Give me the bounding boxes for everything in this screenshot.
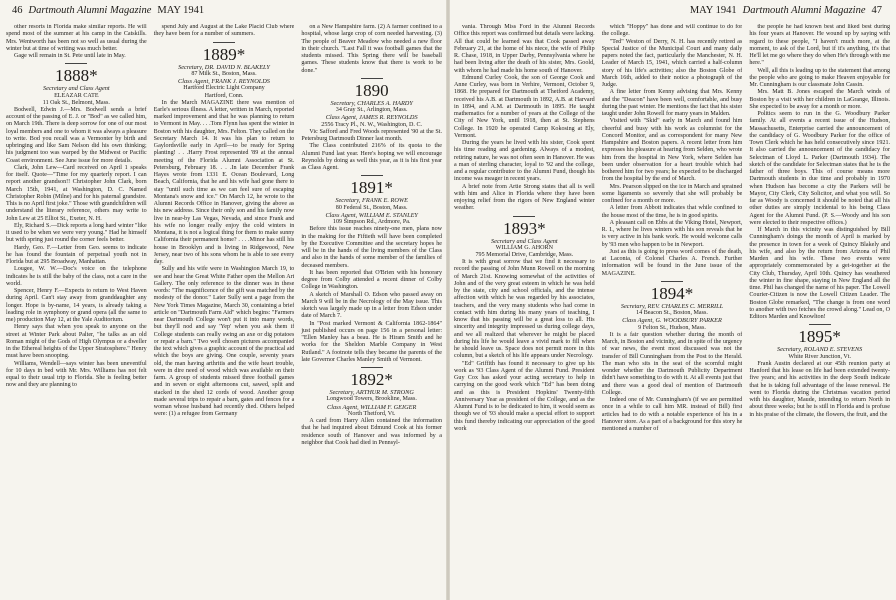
address-line: Hartford Electric Light Company [183, 85, 265, 92]
class-officer-line: Class Agent, JAMES R. REYNOLDS [325, 114, 418, 122]
paragraph: A sketch of Marshall O. Edson who passed away on March 9 will be in the Necrology of the May issue. This sketch was largely made up in a letter from Edson under date of March 7. [301, 291, 443, 320]
paragraph: Sully and his wife were in Washington March 19, to see and hear the Great White Father open the Mellon Art Gallery. The only reference to the dinner was in these words: "The magnificence of the gift was matched by the modesty of the donor." Later Sully sent a page from the New York Times Magazine, March 30, containing a brief article on "Dartmouth Farm Aid" which begins: "Farmers near Dartmouth College won't put it into many words, but they'll nod and say 'Yep' when you ask them if College students can really swing an axe or dig potatoes or repair a barn." Two well chosen pictures accompanied the text which gives a graphic account of the practical aid which the boys are giving. One couple, seventy years old, the man having arthritis and the wife heart trouble, were in dire need of wood which was available on their farm. A group of students missed three football games and in seven or eight afternoons cut, sawed, split and stacked in the shed 12 cords of wood. Another group made several trips to repair a barn, gates and fences for a woman whose husband had recently died. Others helped were: (1) a refugee from Germany [153, 266, 295, 418]
right-page [448, 0, 896, 600]
class-year-heading: 1890 [354, 80, 389, 100]
paragraph: Spencer, Henry F.—Expects to return to West Haven during April. Can't stay away from granddaughter any longer. Hope is by-name, 14 years, is already taking a leading role in symphony or grand opera (all the same to me) production May 12, at the Yale Auditorium. [6, 288, 147, 324]
paragraph: During the years he lived with his sister, Cook spent his time reading and gardening. Always of a modest, retiring nature, he was not often seen in Hanover. He was a man of sterling character, loyal to '92 and the college, and a regular contributor to the Alumni Fund, though his income was meager in recent years. [454, 140, 595, 183]
divider [213, 42, 235, 43]
paragraph: Well, all this is leading up to the statement that among the people who are going to make Heaven enjoyable for Mr. Cunningham is our classmate John Cassin. [749, 67, 891, 88]
divider [809, 324, 831, 325]
divider [361, 78, 383, 79]
address-line: WILLIAM G. AHORN [495, 244, 554, 251]
address-line: 109 Simpson Rd., Ardmore, Pa. [332, 219, 411, 226]
paragraph: A fine letter from Kenny advising that Mrs. Kenny and the "Deacon" have been well, comfortable, and busy during the past winter. He mentions the fact that his sister taught under John Rowell for many years in Malden. [601, 89, 743, 117]
paragraph: the people he had known best and liked best during his four years at Hanover. He wound up by saying with regard to these people, "I haven't much more, at the moment, to ask of the Lord, but if it's anything, it's that He'll let me go where they do when He's through with me here." [749, 24, 891, 67]
address-line: ELEAZAR CATE [54, 92, 99, 99]
paragraph: Just as this is going to press word comes of the death, at Laconia, of Colonel Charles A. French. Further information will be found in the June issue of the MAGAZINE. [601, 248, 743, 277]
paragraph: on a New Hampshire farm. (2) A farmer confined to a hospital, whose large crop of corn needed harvesting. (3) The people of Beaver Meadow who needed a new floor in their church. "Last Fall it was football games that the students missed. This Spring there will be baseball games. These students know that there is work to be done." [301, 24, 443, 74]
paragraph: Vic Safford and Fred Woods represented '90 at the St. Petersburg Dartmouth Dinner last month. [301, 128, 443, 142]
paragraph: "Ted" Weston of Derry, N. H. has recently retired as Special Justice of the Municipal Court and many daily papers noted the fact, particularly the Manchester, N. H. Leader of March 15, 1941, which carried a half-column story of his life's activities; also the Boston Globe of March 16th, added to their notice a photograph of the Judge. [601, 38, 743, 88]
address-line: 9 Felton St., Hudson, Mass. [638, 324, 706, 331]
running-head [684, 5, 888, 16]
paragraph: In the March MAGAZINE there was mention of Earle's serious illness. A letter, written in March, reported marked improvement and that he was planning to return to Vermont in May. . . .Tom Flynn has spent the winter in Boston with his daughter, Mrs. Felton. They called on the Secretary March 14. It was his plan to return to Gaylordsville early in April—to be ready for Spring planting! . . .Harry Frost represented '89 at the annual meeting of the Florida Alumni Association at St. Petersburg, February 18. . . .In late December Frank Hayes wrote from 1331 E. Ocean Boulevard, Long Beach, California, that he and his wife had gone there to stay "until such time as we can feel sure of escaping Montana's snow and ice." On March 12, he wrote to the Alumni Records Office in Hanover, giving the above as his new address. Since their only son and his family now live in near-by Las Vegas, Nevada, and since Frank and his wife no longer really enjoy the cold winters in Montana, it is not a logical thing for them to make sunny California their permanent home? . . . .Minor has still his house in Brooklyn and is living in Ridgewood, New Jersey, near two of his sons whom he is able to see every day. [153, 99, 295, 266]
page-number: 46 [12, 5, 23, 16]
paragraph: Edmund Curley Cook, the son of George Cook and Anne Curley, was born in Verhire, Vermont, October 9, 1868. He prepared for Dartmouth at Thetford Academy, received his A.B. at Dartmouth in 1892, A.B. at Harvard in 1894, and A.M. at Dartmouth in 1895. He taught mathematics for a number of years at the College of the City of New York, until 1918, then at St. Stephens College. In 1920 he operated Camp Kokosing at Ely, Vermont. [454, 74, 595, 139]
class-officer-line: Secretary, ARTHUR M. STRONG [329, 389, 414, 396]
issue-date: MAY 1941 [157, 5, 205, 16]
paragraph: A pleasant call on Ebbs at the Viking Hotel, Newport, R. I., where he lives winters with his son reveals that he is very active in his bank work. He would welcome calls by '93 men who happen to be in Newport. [601, 219, 743, 248]
address-line: Longwood Towers, Brookline, Mass. [326, 396, 417, 403]
class-year-heading: 1894* [650, 283, 694, 303]
journal-title: Dartmouth Alumni Magazine [742, 5, 866, 16]
divider [65, 63, 87, 64]
address-line: 80 Federal St., Boston, Mass. [335, 204, 408, 211]
paragraph: It has been reported that O'Brien with his honorary degree from Colby attended a recent dinner of Colby College in Washington. [301, 269, 443, 291]
divider [361, 367, 383, 368]
paragraph: Visited with "Skid" early in March and found him cheerful and busy with his work as columnist for the Concord Monitor, and as correspondent for many New Hampshire and Boston papers. A recent letter from him expresses his pleasure at hearing from Selden, who wrote him from the hospital in New York, where Selden has been under observation for a heart trouble which had bothered him for two years; he expected to be discharged from the hospital by the end of March. [601, 118, 743, 183]
paragraph: Politics seem to run in the G. Woodbury Parker family. At all events a recent issue of the Hudson, Massachusetts, Enterprise carried the announcement of the candidacy of G. Woodbury Parker for the office of Town Clerk which he has held consecutively since 1921. It also carried the announcement of the candidacy for Selectman of Lloyd L. Parker (Dartmouth 1934). The sketch of the candidate for Selectman states that he is the father of three boys. This of course means more Dartmouth students in due time and probably in 1970 when Hudson has become a city the Parkers will be Mayor, City Clerk, City Solicitor, and what you will. So far as Woody is concerned it should be noted that all his other duties are simply incidental to his being Class Agent for the Alumni Fund. (P. S.—Woody and his son were elected to their respective offices.) [749, 111, 891, 226]
address-line: 34 Gray St., Arlington, Mass. [335, 107, 408, 114]
issue-date: MAY 1941 [689, 5, 737, 16]
class-officer-line: Secretary, DR. DAVID N. BLAKELY [178, 63, 270, 71]
class-officer-line: Secretary, REV. CHARLES C. MERRILL [620, 302, 724, 310]
paragraph: "Ed" Griffith has found it necessary to give up his work as '93 Class Agent of the Alumni Fund. President Guy Cox has asked your acting secretary to help in carrying on the good work which "Ed" has been doing and as this is President Hopkins' Twenty-fifth Anniversary Year as president of the College, and as the Alumni Fund is to be dedicated to him, it would seem as though we of '93 should make a special effort to support this fund thereby indicating our appreciation of the good work [454, 360, 595, 432]
divider [513, 216, 535, 217]
paragraph: Hardy, Geo. F.—Letter from Geo. seems to indicate he has found the fountain of perpetual youth not in Florida but at 295 Broadway, Manhattan. [6, 244, 147, 266]
paragraph: Williams, Wendell—says winter has been uneventful for 10 days in bed with Mr. Mrs. Williams has not felt equal to their usual trip to Florida. She is feeling better now and they are planning to [6, 360, 147, 389]
divider [361, 175, 383, 176]
column-1 [6, 24, 147, 598]
paragraph: other resorts in Florida make similar reports. He will spend most of the summer at his camp in the Catskills. Mrs. Wentworth has been not so well as usual during the winter but at time of writing was much better. [6, 24, 147, 52]
class-year-heading: 1892* [350, 370, 393, 389]
paragraph: In "Post marked Vermont & California 1862-1864" just published occurs on page 156 in a personal letter: "Ellen Manley has a beau. He is Hiram Smith and he works for the Sheldon Marble Company in West Rutland." A footnote tells they became the parents of the late Governor Charles Manley Smith of Vermont. [301, 320, 443, 363]
column-1 [454, 24, 595, 598]
column-2 [154, 24, 295, 598]
paragraph: It is with great sorrow that we find it necessary to record the passing of John Munn Rowell on the morning of March 21st. Knowing somewhat of the activities of John and of the very great esteem in which he was held by the state, city and school officials, and the intense affection with which he was regarded by his associates, teachers, and the very many students who had come in contact with him during his many years of teaching, I know that his passing will be a great loss to all. His sincerity and integrity impressed us during college days, and we all realized that wherever he might be placed during his life he would leave a vivid mark to fill when he should leave us. Space does not permit more in this column, but a sketch of his life appears under Necrology. [454, 259, 595, 360]
class-year-heading: 1891* [350, 178, 393, 198]
class-officer-line: Secretary, FRANK E. ROWE [335, 197, 409, 205]
paragraph: The Class contributed 216% of its quota to the Alumni Fund last year. Here's hoping we will encourage Reynolds by doing as well this year, as it is his first year as Class Agent. [301, 143, 443, 171]
paragraph: Mrs. Pearson slipped on the ice in March and sprained some ligaments so severely that she will probably be confined for a month or more. [601, 183, 743, 204]
column-2 [602, 24, 743, 598]
address-line: 2556 Tracy Pl., N. W., Washington, D. C. [321, 121, 423, 128]
class-year-heading: 1888* [55, 66, 98, 86]
class-officer-line: Class Agent, WILLIAM E. STANLEY [325, 211, 418, 219]
journal-title: Dartmouth Alumni Magazine [28, 5, 152, 16]
paragraph: Before this issue reaches ninety-one men, plans now in the making for the Fiftieth will have been completed by the Executive Committee and the secretary hopes he will be in the hands of the living members of the Class and also in the hands of some member of the families of deceased members. [301, 226, 443, 269]
class-year-heading: 1893* [503, 218, 546, 238]
class-officer-line: Class Agent, G. WOODBURY PARKER [622, 317, 722, 325]
text-columns [6, 24, 442, 598]
paragraph: Bodwell, Edwin J.—Mrs. Bodwell sends a brief account of the passing of E. J. or "Bod" as we called him, on March 19th. There is deep sorrow for one of our most loyal members and one to whom it was always a pleasure to write. Bod you recall was a Vermonter by birth and upbringing and like Sam Nelson did his own thinking; his judgment too was warped by the Midwest or Pacific Coast environment. See June issue for more details. [6, 106, 147, 164]
paragraph: Henry says that when you speak to anyone on the street at Winter Park about Palter, "he talks as an old Roman might of the Gods of High Olympus or a dweller in the Ethereal heights of the Upper Stratosphere." Henry must have been snooping. [6, 324, 147, 360]
class-officer-line: Secretary, CHARLES A. HARDY [330, 99, 413, 107]
class-officer-line: Secretary and Class Agent [491, 237, 558, 245]
paragraph: A card from Harry Allen contained the information that he had inquired about Edmund Cook at his former residence south of Hanover and was informed by a neighbor that Cook had died in Pennsyl- [301, 418, 443, 446]
page-number: 47 [871, 5, 882, 16]
address-line: 14 Beacon St., Boston, Mass. [636, 310, 708, 317]
paragraph: If March in this vicinity was distinguished by Bill Cunningham's doings the month of April is marked by the presence in town for a week of Quincy Blakely and his wife, and also by the return from Arizona of Phil Marden and his wife. These two events were appropriately commemorated by a get-together at the City Club, Thursday, April 10th. Quincy has weathered the winter in fine shape, staying in New England all the time. Phil has changed the name of his paper. The Lowell Courier-Citizen is now the Lowell Citizen Leader. The Boston Globe remarked, "The change is from one word to another with two fetches the crowd along." Lead on, O Editors Marden and Knowlton! [749, 227, 891, 320]
paragraph: Lougee, W. W.—Doc's voice on the telephone indicates he is still the baby of the class, not a care in the world. [6, 266, 147, 287]
paragraph: A letter from Abbott indicates that while confined to the house most of the time, he is in good spirits. [601, 205, 743, 219]
paragraph: It is a fair question whether during the month of March, in Boston and vicinity, and in spite of the urgency of war news, the event most discussed was not the transfer of Bill Cunningham from the Post to the Herald. The man who sits in the seat of the scornful might wonder whether the Dartmouth Publicity Department didn't have something to do with it. At all events just that and there was a good deal of mention of Dartmouth College. [601, 331, 743, 396]
class-year-heading: 1889* [202, 44, 246, 64]
paragraph: Ely, Richard S.—Dick reports a long hard winter "like it used to be when we were very young." Had he himself but with spring just round the corner feels better. [6, 222, 147, 244]
address-line: White River Junction, Vt. [788, 353, 852, 360]
text-columns [454, 24, 890, 598]
paragraph: which "Hoppy" has done and will continue to do for the college. [601, 24, 743, 38]
address-line: 795 Memorial Drive, Cambridge, Mass. [475, 252, 574, 258]
column-3 [749, 24, 890, 598]
running-head [6, 5, 210, 16]
paragraph: Indeed one of Mr. Cunningham's (if we are permitted once in a while to call him MR. instead of Bill) first articles had to do with a notable experience of his in a Hanover store. As a part of a background for this story he mentioned a number of [601, 397, 743, 432]
paragraph: Mrs. Matt B. Jones escaped the March winds of Boston by a visit with her children in LaGrange, Illinois. She expected to be away for a month or more. [749, 89, 891, 110]
divider [661, 281, 683, 282]
paragraph: Frank Austin declared at our 45th reunion party at Hanford that his lease on life had been extended twenty-five years; and his activities in the deep South indicate that he is taking full advantage of the lease renewal. He went to Florida during the Christmas vacation period with his daughter, Maude, intending to return North in about three weeks; but he is still in Florida and is profuse in his praise of the climate, the flowers, the fruit, and the [749, 360, 891, 418]
paragraph: Clark, John Lew—Card received on April 1 speaks for itself. Quote—"Time for my quarterly report. I can report another grandson!! Christopher John Clark, born March 15th, 1941, at Washington, D. C. Named Christopher Robin (Milne) and for his paternal grandsire. This is no April first joke." Those with grandchildren will understand the literary reference, others may write to John Lew at 25 Elliot St., Exeter, N. H. [6, 164, 147, 222]
paragraph: vania. Through Miss Ford in the Alumni Records Office this report was confirmed but details were lacking. All that could be learned was that Cook passed away February 21, at the home of his niece, the wife of Philip R. Chase, 1918, in Upper Darby, Pennsylvania where he had been living after the death of his sister, Mrs. Goold, with whom he had made his home south of Hanover. [454, 24, 595, 74]
class-year-heading: 1895* [798, 327, 841, 347]
paragraph: Gage will remain in St. Pete until late in May. [14, 53, 126, 59]
paragraph: A brief note from Artie Strong states that all is well with him and Alice in Florida where they have been enjoying relief from the rigors of New England winter weather. [454, 183, 595, 212]
class-officer-line: Class Agent, WILLIAM F. GEIGER [327, 403, 417, 411]
class-officer-line: Secretary and Class Agent [43, 85, 110, 93]
class-officer-line: Class Agent, FRANK J. REYNOLDS [178, 78, 270, 85]
address-line: Hartford, Conn. [204, 92, 244, 99]
address-line: 11 Oak St., Belmont, Mass. [42, 99, 110, 106]
address-line: North Thetford, Vt. [347, 410, 396, 417]
address-line: 87 Milk St., Boston, Mass. [191, 70, 257, 77]
column-3 [301, 24, 442, 598]
paragraph: spend July and August at the Lake Placid Club where they have been for a number of summers. [153, 24, 295, 38]
class-officer-line: Secretary, ROLAND E. STEVENS [777, 346, 863, 354]
